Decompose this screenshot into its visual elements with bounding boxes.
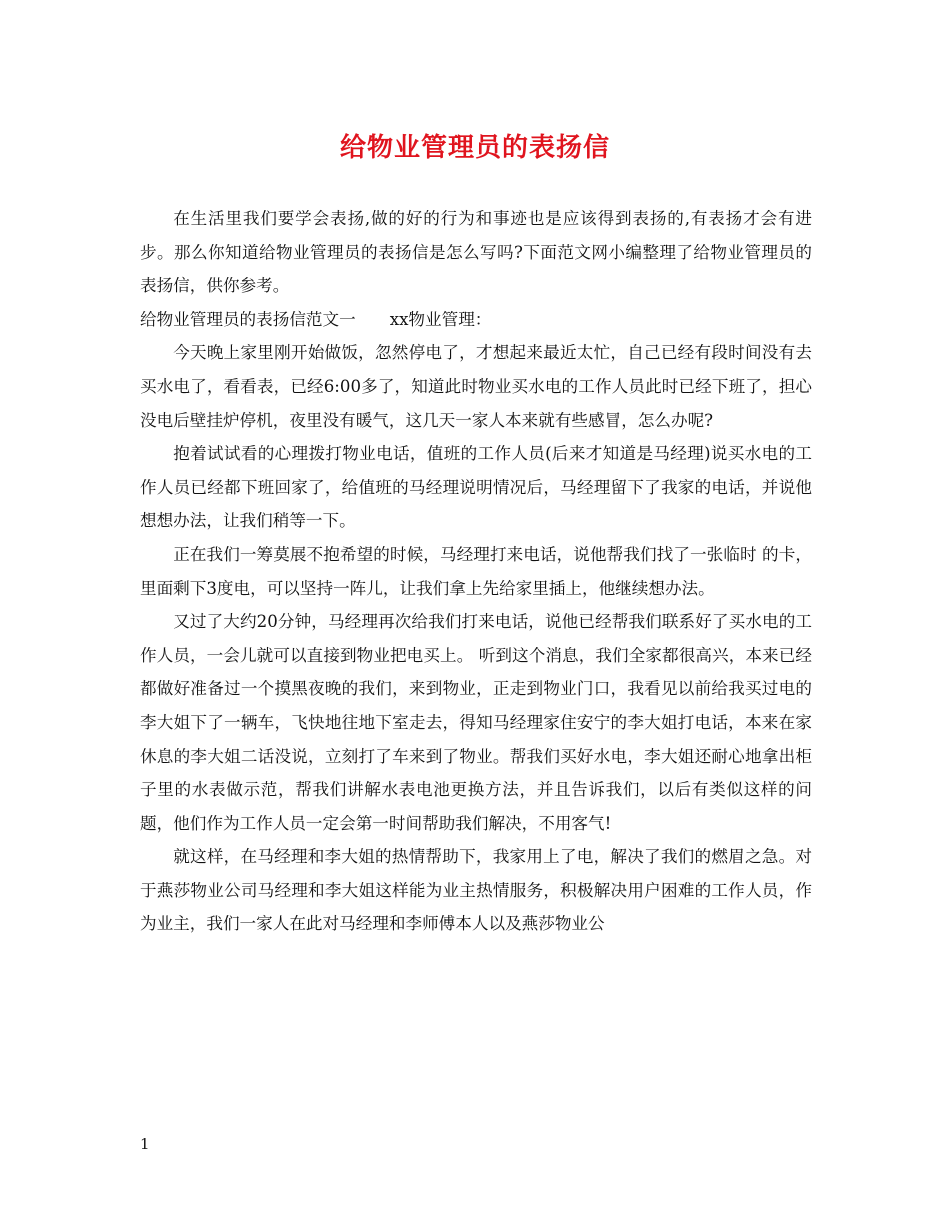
- body-paragraph-5: 就这样，在马经理和李大姐的热情帮助下，我家用上了电，解决了我们的燃眉之急。对于燕莎物业公司马经理和李大姐这样能为业主热情服务，积极解决用户困难的工作人员，作为业主，我们一家人在此对马经理和李师傅本人以及燕莎物业公: [140, 847, 812, 934]
- example-heading: 给物业管理员的表扬信范文一: [140, 309, 356, 329]
- body-paragraph-3: 正在我们一筹莫展不抱希望的时候，马经理打来电话，说他帮我们找了一张临时 的卡，里面剩下3度电，可以坚持一阵儿，让我们拿上先给家里插上，他继续想办法。: [140, 544, 812, 598]
- document-body: [140, 202, 812, 941]
- page-number: 1: [140, 1135, 150, 1153]
- body-paragraph-4: 又过了大约20分钟，马经理再次给我们打来电话，说他已经帮我们联系好了买水电的工作人员，一会儿就可以直接到物业把电买上。 听到这个消息，我们全家都很高兴，本来已经都做好准备过一个摸黑夜晚的我们，来到物业，正走到物业门口，我看见以前给我买过电的李大姐下了一辆车，飞快地往地下室走去，得知马经理家住安宁的李大姐打电话，本来在家休息的李大姐二话没说，立刻打了车来到了物业。帮我们买好水电，李大姐还耐心地拿出柜子里的水表做示范，帮我们讲解水表电池更换方法，并且告诉我们，以后有类似这样的问题，他们作为工作人员一定会第一时间帮助我们解决，不用客气!: [140, 612, 812, 833]
- intro-paragraph: 在生活里我们要学会表扬,做的好的行为和事迹也是应该得到表扬的,有表扬才会有进步。那么你知道给物业管理员的表扬信是怎么写吗?下面范文网小编整理了给物业管理员的表扬信，供你参考。: [140, 209, 812, 296]
- example-heading-line: [140, 303, 812, 337]
- document-title: 给物业管理员的表扬信: [339, 133, 610, 163]
- body-paragraph-1: 今天晚上家里刚开始做饭，忽然停电了，才想起来最近太忙，自己已经有段时间没有去买水电了，看看表，已经6:00多了，知道此时物业买水电的工作人员此时已经下班了，担心没电后壁挂炉停机，夜里没有暖气，这几天一家人本来就有些感冒，怎么办呢?: [140, 343, 812, 430]
- salutation: xx物业管理：: [389, 309, 492, 329]
- body-paragraph-2: 抱着试试看的心理拨打物业电话，值班的工作人员(后来才知道是马经理)说买水电的工作人员已经都下班回家了，给值班的马经理说明情况后，马经理留下了我家的电话，并说他想想办法，让我们稍等一下。: [140, 444, 812, 531]
